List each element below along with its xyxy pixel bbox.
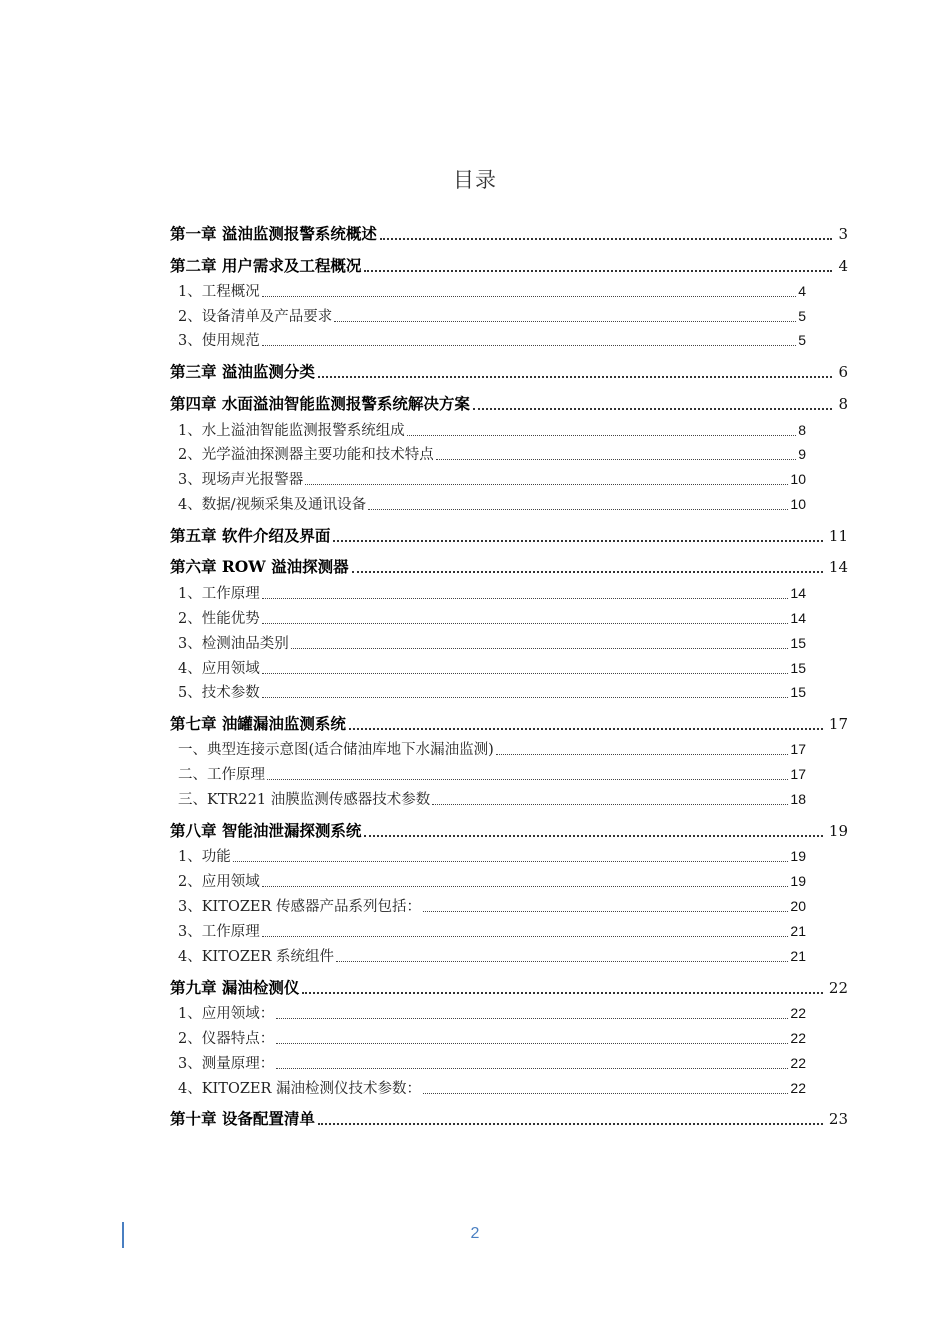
toc-entry-label: 2、设备清单及产品要求 bbox=[178, 309, 333, 325]
toc-chapter-entry[interactable] bbox=[170, 361, 848, 383]
toc-entry-label: 3、现场声光报警器 bbox=[178, 472, 304, 488]
toc-leader-dots bbox=[407, 435, 796, 436]
toc-entry-page-number: 20 bbox=[790, 898, 806, 914]
toc-leader-dots bbox=[423, 911, 788, 912]
toc-entry-page-number: 3 bbox=[838, 225, 848, 243]
toc-entry-page-number: 17 bbox=[790, 741, 806, 757]
toc-leader-dots bbox=[364, 835, 823, 837]
toc-leader-dots bbox=[423, 1093, 788, 1094]
toc-section-entry[interactable] bbox=[178, 493, 806, 515]
toc-entry-page-number: 22 bbox=[790, 1005, 806, 1021]
toc-leader-dots bbox=[262, 697, 789, 698]
toc-entry-label: 第二章 用户需求及工程概况 bbox=[170, 256, 362, 275]
toc-chapter-entry[interactable] bbox=[170, 525, 848, 547]
toc-entry-page-number: 14 bbox=[790, 610, 806, 626]
toc-entry-page-number: 14 bbox=[828, 558, 848, 576]
toc-entry-page-number: 19 bbox=[790, 848, 806, 864]
toc-entry-label: 第五章 软件介绍及界面 bbox=[170, 526, 331, 545]
toc-entry-label: 第三章 溢油监测分类 bbox=[170, 362, 315, 381]
toc-entry-page-number: 19 bbox=[828, 822, 848, 840]
toc-leader-dots bbox=[262, 296, 796, 297]
toc-entry-label: 第六章 ROW 溢油探测器 bbox=[170, 557, 349, 576]
toc-section-entry[interactable] bbox=[178, 681, 806, 703]
toc-leader-dots bbox=[380, 238, 833, 240]
toc-entry-label: 1、应用领域： bbox=[178, 1006, 275, 1022]
toc-entry-page-number: 9 bbox=[798, 446, 806, 462]
toc-section-entry[interactable] bbox=[178, 657, 806, 679]
toc-chapter-entry[interactable] bbox=[170, 820, 848, 842]
toc-leader-dots bbox=[432, 804, 788, 805]
toc-entry-page-number: 21 bbox=[790, 948, 806, 964]
toc-entry-page-number: 22 bbox=[790, 1080, 806, 1096]
toc-leader-dots bbox=[364, 270, 832, 272]
toc-entry-label: 3、使用规范 bbox=[178, 333, 260, 349]
toc-section-entry[interactable] bbox=[178, 280, 806, 302]
toc-leader-dots bbox=[318, 1123, 823, 1125]
toc-entry-label: 1、水上溢油智能监测报警系统组成 bbox=[178, 423, 405, 439]
toc-leader-dots bbox=[291, 648, 789, 649]
toc-entry-page-number: 21 bbox=[790, 923, 806, 939]
toc-entry-label: 4、KITOZER 漏油检测仪技术参数： bbox=[178, 1081, 422, 1097]
toc-section-entry[interactable] bbox=[178, 1027, 806, 1049]
toc-entry-label: 第四章 水面溢油智能监测报警系统解决方案 bbox=[170, 394, 470, 413]
toc-section-entry[interactable] bbox=[178, 1052, 806, 1074]
toc-entry-label: 2、光学溢油探测器主要功能和技术特点 bbox=[178, 447, 434, 463]
toc-section-entry[interactable] bbox=[178, 945, 806, 967]
toc-leader-dots bbox=[496, 754, 789, 755]
toc-entry-page-number: 15 bbox=[790, 684, 806, 700]
toc-entry-page-number: 6 bbox=[838, 363, 848, 381]
toc-section-entry[interactable] bbox=[178, 920, 806, 942]
toc-leader-dots bbox=[262, 936, 789, 937]
toc-entry-page-number: 22 bbox=[790, 1030, 806, 1046]
toc-entry-page-number: 4 bbox=[838, 257, 848, 275]
toc-chapter-entry[interactable] bbox=[170, 556, 848, 578]
toc-entry-label: 3、KITOZER 传感器产品系列包括： bbox=[178, 899, 422, 915]
toc-entry-page-number: 14 bbox=[790, 585, 806, 601]
toc-entry-page-number: 15 bbox=[790, 635, 806, 651]
toc-entry-label: 二、工作原理 bbox=[178, 767, 265, 783]
toc-leader-dots bbox=[302, 992, 823, 994]
toc-leader-dots bbox=[305, 484, 788, 485]
toc-entry-label: 第七章 油罐漏油监测系统 bbox=[170, 714, 346, 733]
toc-entry-page-number: 23 bbox=[828, 1110, 848, 1128]
toc-entry-label: 第八章 智能油泄漏探测系统 bbox=[170, 821, 362, 840]
toc-section-entry[interactable] bbox=[178, 895, 806, 917]
toc-leader-dots bbox=[276, 1068, 788, 1069]
toc-leader-dots bbox=[262, 598, 789, 599]
toc-chapter-entry[interactable] bbox=[170, 1108, 848, 1130]
footer-page-number: 2 bbox=[470, 1225, 480, 1242]
toc-section-entry[interactable] bbox=[178, 1077, 806, 1099]
toc-entry-label: 1、工程概况 bbox=[178, 284, 260, 300]
toc-entry-label: 4、应用领域 bbox=[178, 661, 260, 677]
toc-leader-dots bbox=[436, 459, 796, 460]
toc-section-entry[interactable] bbox=[178, 305, 806, 327]
toc-section-entry[interactable] bbox=[178, 1002, 806, 1024]
toc-section-entry[interactable] bbox=[178, 607, 806, 629]
toc-leader-dots bbox=[233, 861, 789, 862]
toc-entry-label: 2、仪器特点： bbox=[178, 1031, 275, 1047]
toc-leader-dots bbox=[349, 728, 823, 730]
toc-entry-page-number: 10 bbox=[790, 496, 806, 512]
toc-section-entry[interactable] bbox=[178, 582, 806, 604]
toc-entry-label: 1、工作原理 bbox=[178, 586, 260, 602]
toc-section-entry[interactable] bbox=[178, 845, 806, 867]
toc-entry-page-number: 5 bbox=[798, 332, 806, 348]
toc-leader-dots bbox=[276, 1043, 788, 1044]
toc-entry-label: 3、工作原理 bbox=[178, 924, 260, 940]
toc-entry-page-number: 22 bbox=[790, 1055, 806, 1071]
toc-entry-label: 第十章 设备配置清单 bbox=[170, 1109, 315, 1128]
toc-entry-page-number: 4 bbox=[798, 283, 806, 299]
toc-chapter-entry[interactable] bbox=[170, 393, 848, 415]
toc-leader-dots bbox=[262, 886, 789, 887]
toc-entry-label: 第九章 漏油检测仪 bbox=[170, 978, 300, 997]
toc-title: 目录 bbox=[453, 168, 497, 192]
toc-entry-page-number: 22 bbox=[828, 979, 848, 997]
toc-section-entry[interactable] bbox=[178, 870, 806, 892]
toc-leader-dots bbox=[473, 408, 833, 410]
toc-entry-page-number: 11 bbox=[828, 527, 848, 545]
toc-section-entry[interactable] bbox=[178, 788, 806, 810]
toc-entry-page-number: 18 bbox=[790, 791, 806, 807]
toc-entry-label: 3、测量原理： bbox=[178, 1056, 275, 1072]
toc-section-entry[interactable] bbox=[178, 632, 806, 654]
toc-entry-label: 4、数据/视频采集及通讯设备 bbox=[178, 497, 367, 513]
toc-leader-dots bbox=[262, 623, 789, 624]
toc-leader-dots bbox=[318, 376, 833, 378]
toc-leader-dots bbox=[333, 540, 823, 542]
toc-section-entry[interactable] bbox=[178, 419, 806, 441]
toc-entry-label: 4、KITOZER 系统组件 bbox=[178, 949, 335, 965]
toc-entry-label: 5、技术参数 bbox=[178, 685, 260, 701]
toc-entry-label: 1、功能 bbox=[178, 849, 231, 865]
toc-entry-page-number: 5 bbox=[798, 308, 806, 324]
toc-entry-page-number: 17 bbox=[828, 715, 848, 733]
toc-leader-dots bbox=[267, 779, 788, 780]
toc-entry-label: 3、检测油品类别 bbox=[178, 636, 289, 652]
toc-section-entry[interactable] bbox=[178, 468, 806, 490]
toc-section-entry[interactable] bbox=[178, 329, 806, 351]
toc-entry-page-number: 17 bbox=[790, 766, 806, 782]
toc-leader-dots bbox=[334, 321, 796, 322]
toc-entry-label: 三、KTR221 油膜监测传感器技术参数 bbox=[178, 792, 431, 808]
toc-leader-dots bbox=[262, 673, 789, 674]
toc-leader-dots bbox=[336, 961, 788, 962]
toc-section-entry[interactable] bbox=[178, 738, 806, 760]
toc-chapter-entry[interactable] bbox=[170, 255, 848, 277]
toc-leader-dots bbox=[352, 571, 823, 573]
toc-leader-dots bbox=[368, 509, 788, 510]
toc-entry-page-number: 15 bbox=[790, 660, 806, 676]
toc-section-entry[interactable] bbox=[178, 763, 806, 785]
toc-entry-label: 第一章 溢油监测报警系统概述 bbox=[170, 224, 377, 243]
toc-entry-page-number: 8 bbox=[838, 395, 848, 413]
toc-entry-label: 一、典型连接示意图(适合储油库地下水漏油监测) bbox=[178, 742, 494, 758]
toc-leader-dots bbox=[262, 345, 796, 346]
toc-entry-page-number: 10 bbox=[790, 471, 806, 487]
toc-leader-dots bbox=[276, 1018, 788, 1019]
toc-entry-page-number: 19 bbox=[790, 873, 806, 889]
toc-chapter-entry[interactable] bbox=[170, 713, 848, 735]
toc-entry-label: 2、性能优势 bbox=[178, 611, 260, 627]
toc-chapter-entry[interactable] bbox=[170, 977, 848, 999]
toc-chapter-entry[interactable] bbox=[170, 223, 848, 245]
toc-section-entry[interactable] bbox=[178, 443, 806, 465]
toc-entry-label: 2、应用领域 bbox=[178, 874, 260, 890]
toc-entry-page-number: 8 bbox=[798, 422, 806, 438]
